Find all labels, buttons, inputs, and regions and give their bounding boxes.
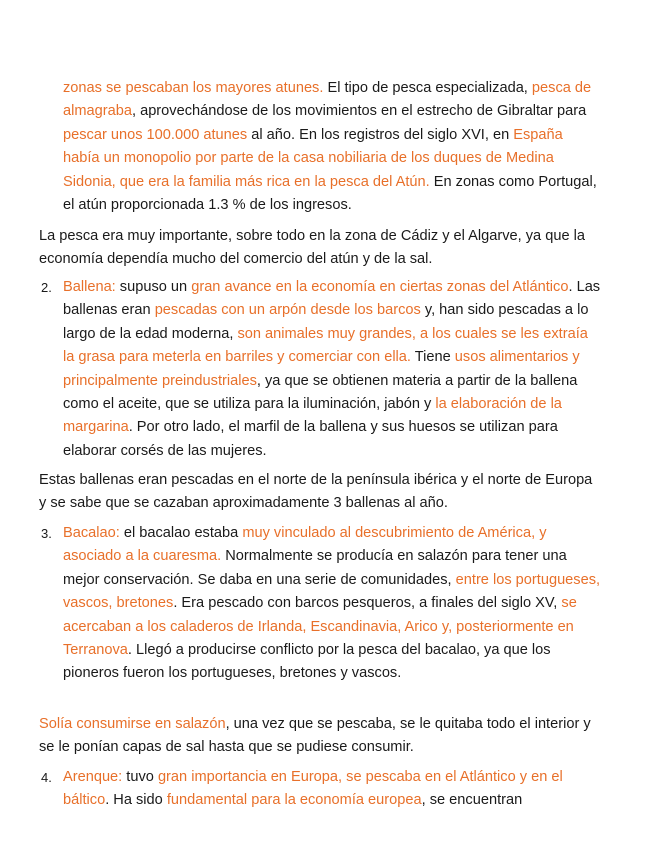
highlighted-text: pescadas con un arpón desde los barcos: [154, 302, 421, 319]
body-text: supuso un: [115, 279, 192, 295]
highlighted-text: muy vinculado al descubrimiento de América, y asociado a la cuaresma.: [63, 525, 547, 565]
highlighted-text: pesca de almagraba: [63, 80, 592, 120]
list-item-ballena: [63, 276, 603, 463]
body-text: al año. En los registros del siglo XVI, en: [247, 126, 514, 143]
paragraph-salazon: [39, 713, 599, 760]
body-text: La pesca era muy importante, sobre todo en la zona de Cádiz y el Algarve, ya que la economía dependía mucho del comercio del atún y de la sal.: [39, 228, 585, 268]
highlighted-text: España había un monopolio por parte de la casa nobiliaria de los duques de Medina Sidonia, que era la familia más rica en la pesca del Atún.: [63, 126, 563, 190]
highlighted-text: son animales muy grandes, a los cuales se les extraía la grasa para meterla en barriles y comerciar con ella.: [63, 325, 588, 366]
paragraph-whales-location: [39, 469, 599, 516]
list-number-4: 4.: [41, 770, 52, 785]
body-text: . Ha sido: [105, 792, 167, 809]
body-text: Normalmente se producía en salazón para tener una mejor conservación. Se daba en una serie de comunidades,: [63, 548, 567, 588]
list-number-2: 2.: [41, 280, 52, 295]
list-item-bacalao: [63, 522, 603, 686]
highlighted-text: fundamental para la economía europea: [166, 792, 422, 809]
highlighted-text: Bacalao:: [63, 525, 120, 541]
highlighted-text: zonas se pescaban los mayores atunes.: [63, 80, 324, 96]
body-text: , una vez que se pescaba, se le quitaba todo el interior y se le ponían capas de sal hasta que se pudiese consumir.: [39, 716, 591, 756]
highlighted-text: Ballena:: [63, 279, 116, 295]
body-text: , ya que se obtienen materia a partir de la ballena como el aceite, que se utiliza para la iluminación, jabón y: [63, 372, 578, 413]
body-text: Estas ballenas eran pescadas en el norte de la península ibérica y el norte de Europa y se sabe que se cazaban aproximadamente 3 ballenas al año.: [39, 472, 593, 512]
highlighted-text: Solía consumirse en salazón: [39, 716, 226, 732]
highlighted-text: usos alimentarios y principalmente preindustriales: [63, 349, 580, 389]
body-text: el bacalao estaba: [119, 525, 243, 541]
body-text: . Las ballenas eran: [63, 279, 601, 319]
list-number-3: 3.: [41, 526, 52, 541]
highlighted-text: la elaboración de la margarina: [63, 396, 562, 436]
highlighted-text: pescar unos 100.000 atunes: [63, 126, 248, 143]
paragraph-fishing-importance: [39, 225, 599, 272]
body-text: . Por otro lado, el marfil de la ballena y sus huesos se utilizan para elaborar corsés de las mujeres.: [63, 419, 558, 459]
body-text: y, han sido pescadas a lo largo de la edad moderna,: [63, 302, 589, 342]
highlighted-text: entre los portugueses, vascos, bretones: [63, 571, 601, 612]
body-text: El tipo de pesca especializada,: [323, 80, 532, 96]
body-text: tuvo: [122, 769, 158, 785]
body-text: . Era pescado con barcos pesqueros, a finales del siglo XV,: [173, 595, 562, 612]
body-text: . Llegó a producirse conflicto por la pesca del bacalao, ya que los pioneros fueron los portugueses, bretones y vascos.: [63, 642, 551, 682]
highlighted-text: Arenque:: [63, 769, 123, 785]
list-item-arenque: [63, 766, 603, 813]
highlighted-text: gran avance en la economía en ciertas zonas del Atlántico: [191, 279, 569, 295]
highlighted-text: gran importancia en Europa, se pescaba en el Atlántico y en el báltico: [63, 769, 563, 809]
intro-item-text: [63, 77, 603, 217]
body-text: , aprovechándose de los movimientos en el estrecho de Gibraltar para: [131, 103, 587, 120]
body-text: En zonas como Portugal, el atún proporcionada 1.3 % de los ingresos.: [63, 173, 597, 214]
highlighted-text: se acercaban a los caladeros de Irlanda, Escandinavia, Arico y, posteriormente en Terranova: [63, 595, 577, 659]
body-text: , se encuentran: [421, 792, 523, 809]
body-text: Tiene: [410, 349, 455, 366]
